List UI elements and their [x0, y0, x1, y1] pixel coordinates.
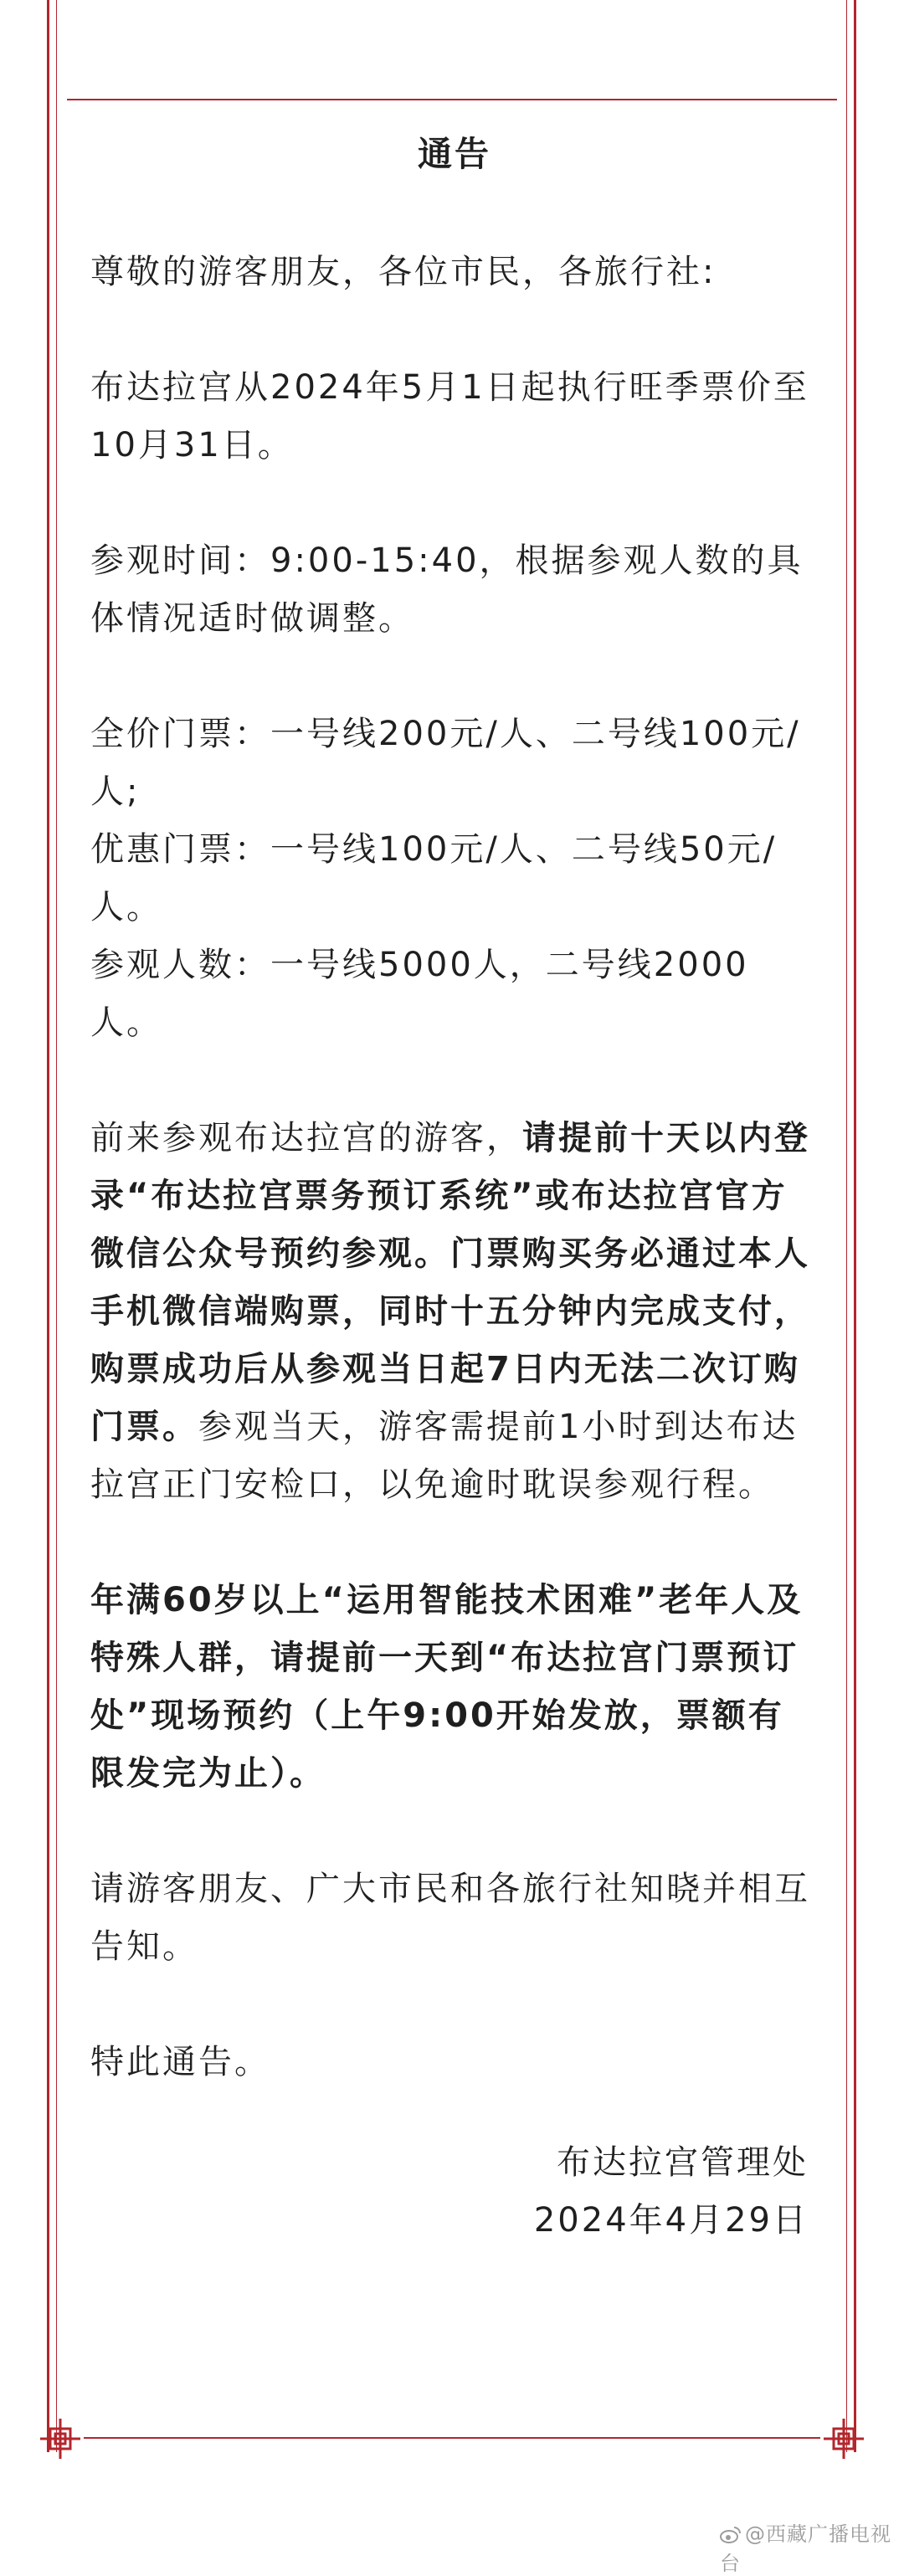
watermark [720, 2517, 904, 2576]
visitor-quota-line: 参观人数：一号线5000人，二号线2000人。 [90, 946, 749, 1042]
issue-date: 2024年4月29日 [533, 2201, 809, 2240]
right-corner-ornament-icon [820, 2415, 867, 2462]
inform-paragraph: 请游客朋友、广大市民和各旅行社知晓并相互告知。 [90, 1870, 810, 1966]
notice-title: 通告 [418, 134, 491, 174]
watermark-text: @西藏广播电视台 [720, 2522, 891, 2575]
full-price-line: 全价门票：一号线200元/人、二号线100元/人; [90, 715, 801, 811]
booking-lead: 前来参观布达拉宫的游客， [90, 1119, 522, 1157]
right-frame-border [854, 0, 856, 2452]
season-paragraph: 布达拉宫从2024年5月1日起执行旺季票价至10月31日。 [90, 368, 809, 464]
left-frame-border [47, 0, 49, 2452]
notice-body [90, 126, 819, 2250]
top-divider [67, 99, 837, 100]
weibo-icon [720, 2526, 742, 2544]
salutation: 尊敬的游客朋友，各位市民，各旅行社: [90, 253, 717, 291]
bottom-divider [84, 2437, 820, 2439]
issuer: 布达拉宫管理处 [557, 2143, 809, 2182]
elderly-paragraph: 年满60岁以上“运用智能技术困难”老年人及特殊人群，请提前一天到“布达拉宫门票预订处”现场预约（上午9:00开始发放，票额有限发完为止）。 [90, 1581, 804, 1793]
closing-line: 特此通告。 [90, 2043, 270, 2081]
booking-tail: 参观当天，游客需提前1小时到达布达拉宫正门安检口，以免逾时耽误参观行程。 [90, 1408, 799, 1504]
booking-paragraph [90, 1110, 819, 1514]
discount-line: 优惠门票：一号线100元/人、二号线50元/人。 [90, 830, 778, 926]
left-corner-ornament-icon [37, 2415, 84, 2462]
hours-paragraph: 参观时间：9:00-15:40，根据参观人数的具体情况适时做调整。 [90, 541, 804, 638]
booking-emphasis: 请提前十天以内登录“布达拉宫票务预订系统”或布达拉宫官方微信公众号预约参观。门票购买务必通过本人手机微信端购票，同时十五分钟内完成支付，购票成功后从参观当日起7日内无法二次订购门票。 [90, 1119, 810, 1446]
